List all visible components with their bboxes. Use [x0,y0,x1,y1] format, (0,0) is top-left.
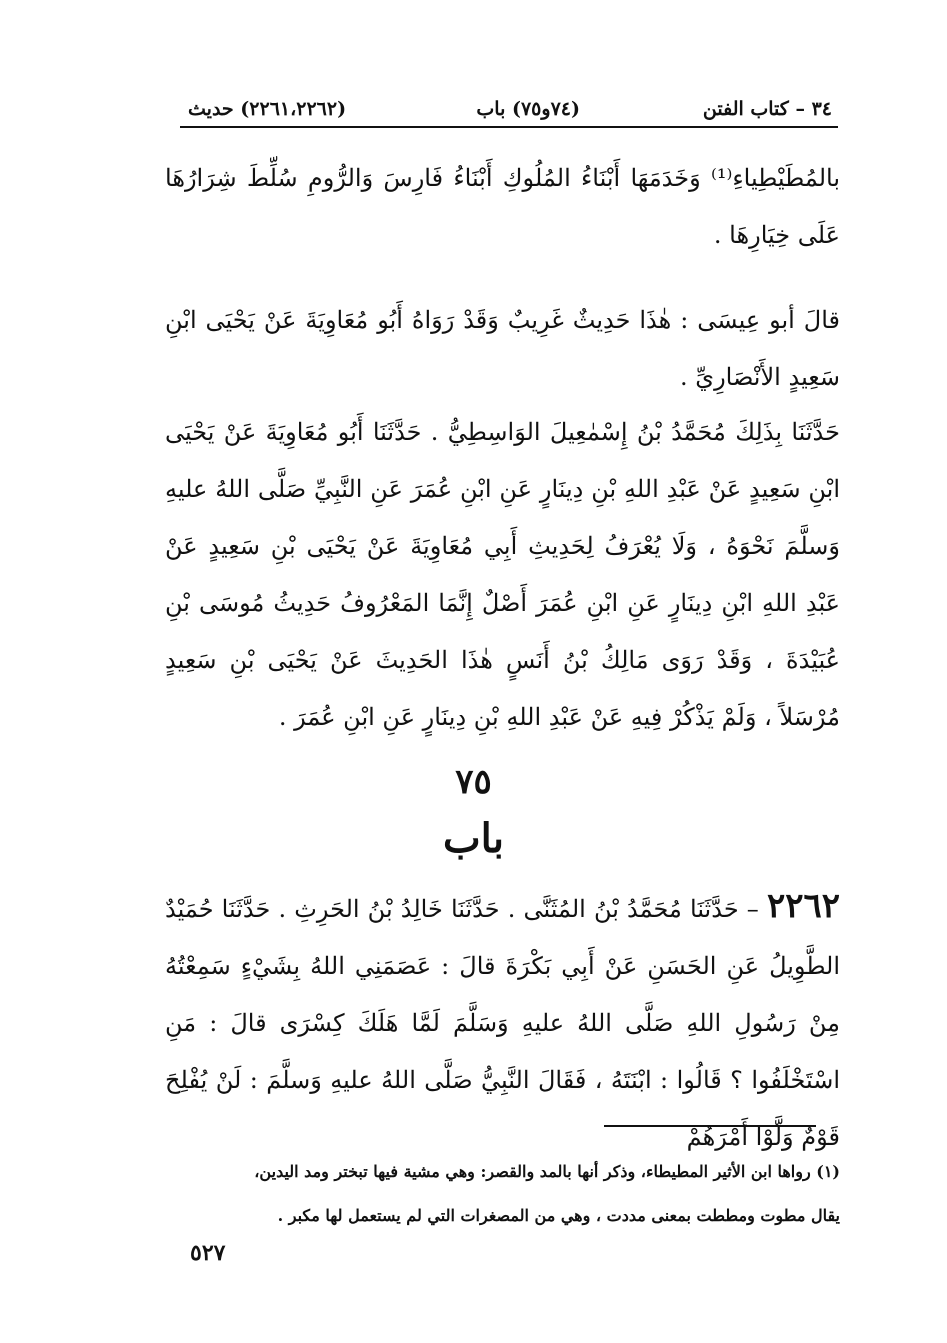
footnote [165,1150,840,1238]
chapter-number: ٧٥ [455,762,492,802]
hadith-number: ٢٢٦٢ [766,886,840,926]
paragraph-1-text: بالمُطَيْطِياءِ⁽¹⁾ وَخَدَمَهَا أَبْنَاءُ المُلُوكِ أَبْنَاءُ فَارِسَ وَالرُّومِ سُلِّطَ شِرَارُهَا عَلَى خِيَارِهَا . [165,164,840,249]
paragraph-tirmidhi-comment [165,292,840,406]
header-book-title: ٣٤ – كتاب الفتن [702,98,832,120]
page-number: ٥٢٧ [190,1240,226,1266]
footnote-rule [604,1125,816,1127]
hadith-block [165,878,840,1166]
paragraph-2-text: قالَ أبو عِيسَى : هٰذَا حَدِيثٌ غَرِيبٌ وَقَدْ رَوَاهُ أَبُو مُعَاوِيَةَ عَنْ يَحْيَى ابْنِ سَعِيدٍ الأَنْصَارِيِّ . [165,306,840,391]
footnote-line-1: (١) رواها ابن الأثير المطيطاء، وذكر أنها بالمد والقصر: وهي مشية فيها تبختر ومد اليدين، [254,1162,840,1181]
header-chapter: (٧٤و٧٥) باب [476,98,580,120]
paragraph-3-text: حَدَّثَنَا بِذَلِكَ مُحَمَّدُ بْنُ إِسْمٰعِيلَ الوَاسِطِيُّ . حَدَّثَنَا أَبُو مُعَاوِيَةَ عَنْ يَحْيَى ابْنِ سَعِيدٍ عَنْ عَبْدِ اللهِ بْنِ دِينَارٍ عَنِ ابْنِ عُمَرَ عَنِ النَّبِيِّ صَلَّى اللهُ عليهِ وَسلَّمَ نَحْوَهُ ، وَلَا يُعْرَفُ لِحَدِيثِ أَبِي مُعَاوِيَةَ عَنْ يَحْيَى بْنِ سَعِيدٍ عَنْ عَبْدِ اللهِ ابْنِ دِينَارٍ عَنِ ابْنِ عُمَرَ أَصْلٌ إِنَّمَا المَعْرُوفُ حَدِيثُ مُوسَى بْنِ عُبَيْدَةَ ، وَقَدْ رَوَى مَالِكُ بْنُ أَنَسٍ هٰذَا الحَدِيثَ عَنْ يَحْيَى بْنِ سَعِيدٍ مُرْسَلاً ، وَلَمْ يَذْكُرْ فِيهِ عَنْ عَبْدِ اللهِ بْنِ دِينَارٍ عَنِ ابْنِ عُمَرَ . [165,418,840,731]
hadith-text: – حَدَّثَنَا مُحَمَّدُ بْنُ المُثَنَّى . حَدَّثَنَا خَالِدُ بْنُ الحَرِثِ . حَدَّثَنَا حُمَيْدٌ الطَّوِيلُ عَنِ الحَسَنِ عَنْ أَبِي بَكْرَةَ قالَ : عَصَمَنِي اللهُ بِشَيْءٍ سَمِعْتُهُ مِنْ رَسُولِ اللهِ صَلَّى اللهُ عليهِ وَسَلَّمَ لَمَّا هَلَكَ كِسْرَى قالَ : مَنِ اسْتَخْلَفُوا ؟ قَالُوا : ابْنَتَهُ ، فَقَالَ النَّبِيُّ صَلَّى اللهُ عليهِ وَسلَّمَ : لَنْ يُفْلِحَ قَوْمٌ وَلَّوْا أَمْرَهُمْ [165,895,840,1151]
running-header [178,92,840,128]
chapter-title: باب [443,815,504,862]
paragraph-continuation [165,150,840,264]
header-hadith-range: (٢٢٦١،٢٢٦٢) حديث [188,98,347,120]
header-rule [180,126,838,128]
hadith-paragraph [165,878,840,1166]
footnote-line-2: يقال مطوت ومططت بمعنى مددت ، وهي من المصغرات التي لم يستعمل لها مكبر . [277,1206,840,1225]
paragraph-isnad [165,404,840,746]
